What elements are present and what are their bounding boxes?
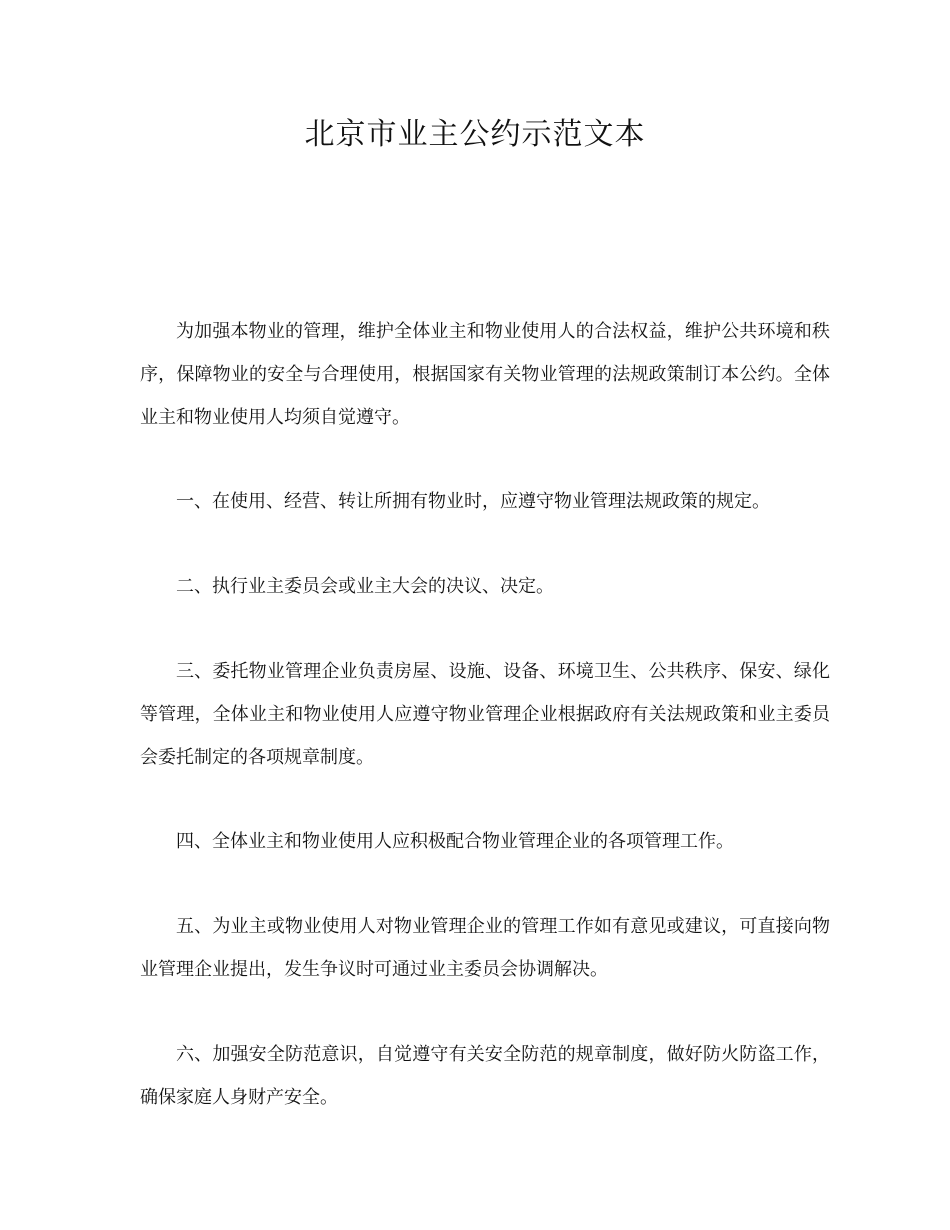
clause-6-paragraph: 六、加强安全防范意识，自觉遵守有关安全防范的规章制度，做好防火防盗工作，确保家庭人身财产安全。 (140, 1044, 830, 1108)
clause-2-paragraph: 二、执行业主委员会或业主大会的决议、决定。 (176, 576, 554, 597)
preamble-paragraph: 为加强本物业的管理，维护全体业主和物业使用人的合法权益，维护公共环境和秩序，保障物业的安全与合理使用，根据国家有关物业管理的法规政策制订本公约。全体业主和物业使用人均须自觉遵守。 (140, 321, 830, 428)
document-title: 北京市业主公约示范文本 (304, 117, 646, 152)
clause-3-paragraph: 三、委托物业管理企业负责房屋、设施、设备、环境卫生、公共秩序、保安、绿化等管理，全体业主和物业使用人应遵守物业管理企业根据政府有关法规政策和业主委员会委托制定的各项规章制度。 (140, 661, 830, 768)
clause-1-paragraph: 一、在使用、经营、转让所拥有物业时，应遵守物业管理法规政策的规定。 (176, 491, 770, 512)
clause-4-paragraph: 四、全体业主和物业使用人应积极配合物业管理企业的各项管理工作。 (176, 831, 734, 852)
clause-5-paragraph: 五、为业主或物业使用人对物业管理企业的管理工作如有意见或建议，可直接向物业管理企业提出，发生争议时可通过业主委员会协调解决。 (140, 916, 830, 980)
